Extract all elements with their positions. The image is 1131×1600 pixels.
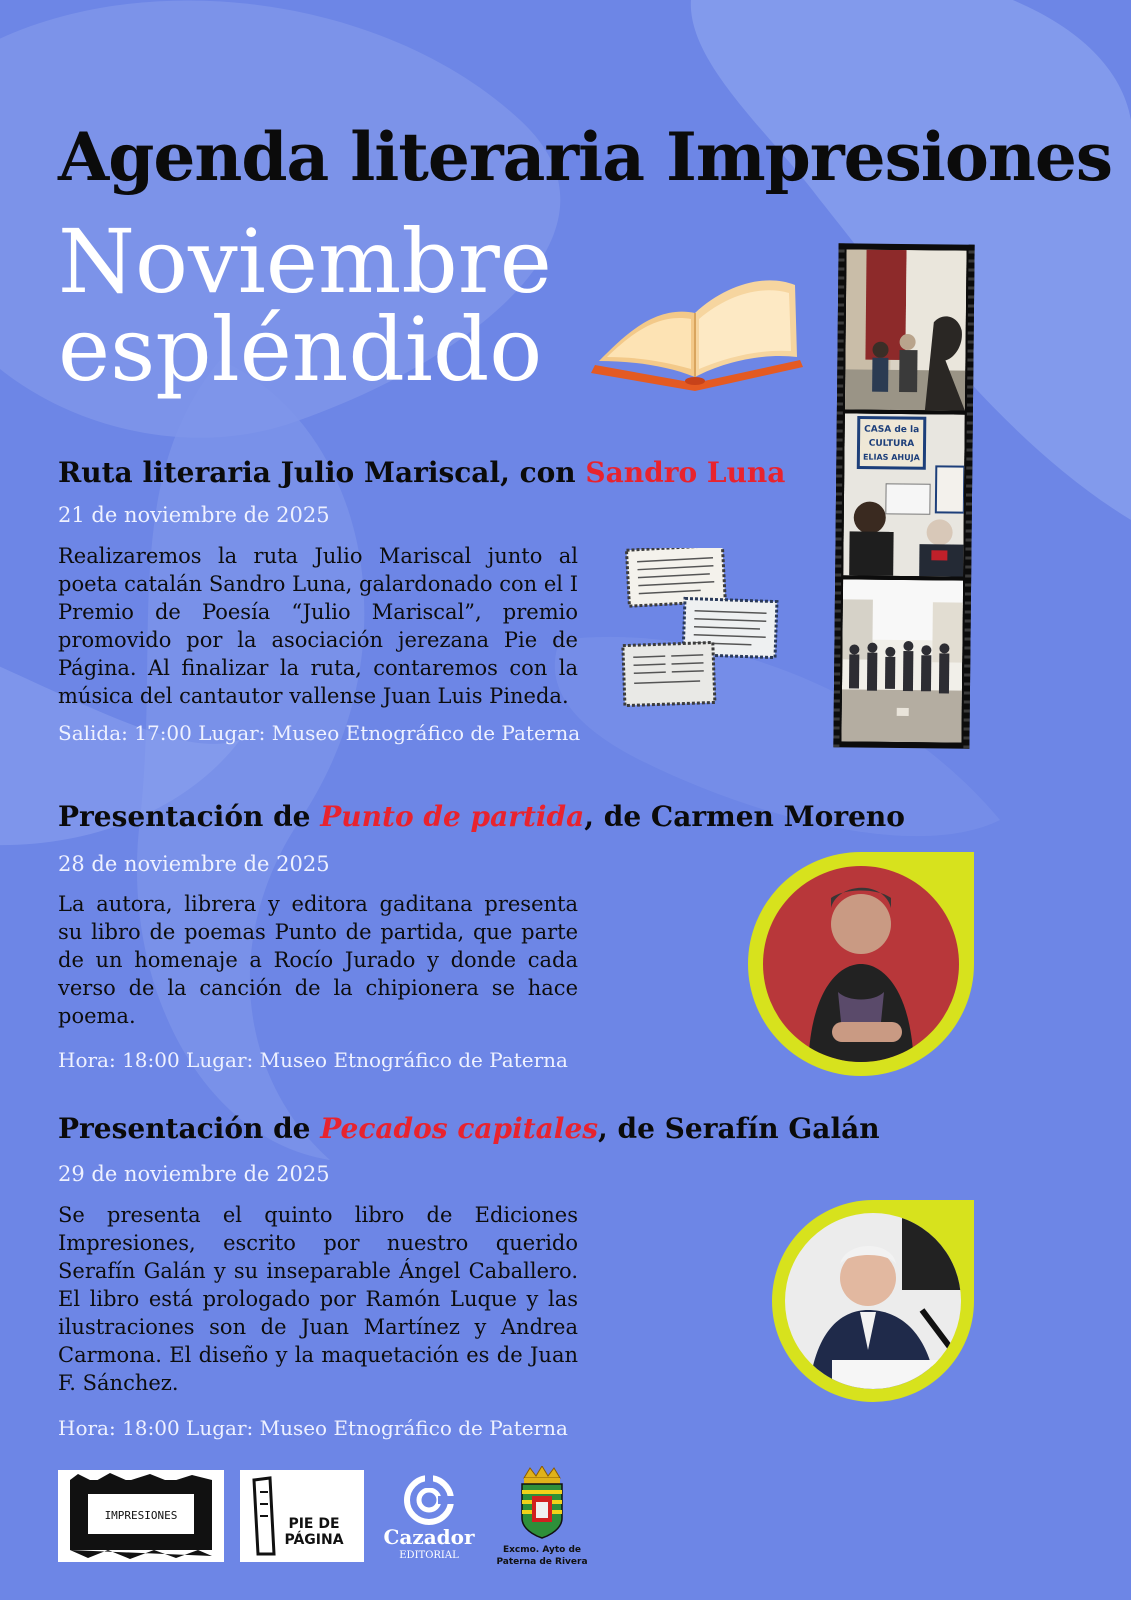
- sign-line-3: ELIAS AHUJA: [862, 452, 920, 463]
- impresiones-logo: [58, 1470, 224, 1562]
- event-3-title-highlight: Pecados capitales: [320, 1112, 599, 1145]
- ayuntamiento-logo: [488, 1466, 596, 1570]
- pie-line-1: PIE DE: [288, 1516, 340, 1532]
- event-1-title-prefix: Ruta literaria Julio Mariscal, con: [58, 456, 586, 489]
- cazador-sub: EDITORIAL: [399, 1550, 459, 1561]
- photo-group-walk: [841, 579, 963, 742]
- event-2-description: La autora, librera y editora gaditana presenta su libro de poemas Punto de partida, que parte de un homenaje a Rocío Jurado y donde cada verso de la canción de la chipionera se hace poema.: [58, 892, 578, 1028]
- photo-musicians-street: [845, 249, 967, 410]
- sign-line-2: CULTURA: [868, 438, 915, 450]
- portrait-carmen-moreno: [748, 852, 974, 1076]
- event-3-title-prefix: Presentación de: [58, 1112, 321, 1145]
- event-1-title: [58, 456, 785, 489]
- event-3-description: Se presenta el quinto libro de Ediciones Impresiones, escrito por nuestro querido Serafín Galán y su inseparable Ángel Caballero. El libro está prologado por Ramón Luque y las ilustraciones son de Juan Martínez y Andrea Carmona. El diseño y la maquetación es de Juan F. Sánchez.: [58, 1203, 578, 1395]
- subtitle-line-1: Noviembre: [58, 210, 552, 313]
- event-2-title-highlight: Punto de partida: [320, 800, 585, 833]
- page-title: Agenda literaria Impresiones: [58, 118, 1112, 196]
- pie-line-2: PÁGINA: [284, 1532, 344, 1548]
- event-2-title: [58, 800, 905, 833]
- poem-tiles-image: [620, 548, 780, 708]
- event-3-date: 29 de noviembre de 2025: [58, 1162, 330, 1186]
- ayto-line-2: Paterna de Rivera: [496, 1557, 588, 1567]
- cazador-name: Cazador: [383, 1525, 475, 1549]
- event-3-title: [58, 1112, 880, 1145]
- open-book-icon: [585, 265, 810, 395]
- event-1-date: 21 de noviembre de 2025: [58, 503, 330, 527]
- event-1-meta: Salida: 17:00 Lugar: Museo Etnográfico de Paterna: [58, 721, 581, 745]
- event-2-title-suffix: , de Carmen Moreno: [584, 800, 905, 833]
- event-3-title-suffix: , de Serafín Galán: [598, 1112, 880, 1145]
- cazador-editorial-logo: [376, 1474, 482, 1564]
- portrait-serafin-galan: [772, 1200, 974, 1402]
- event-1-description: Realizaremos la ruta Julio Mariscal junto al poeta catalán Sandro Luna, galardonado con el I Premio de Poesía “Julio Mariscal”, premio promovido por la asociación jerezana Pie de Página. Al finalizar la ruta, contaremos con la música del cantautor vallense Juan Luis Pineda.: [58, 544, 578, 708]
- pie-de-pagina-logo: [240, 1470, 364, 1562]
- event-2-meta: Hora: 18:00 Lugar: Museo Etnográfico de Paterna: [58, 1048, 568, 1072]
- event-2-title-prefix: Presentación de: [58, 800, 321, 833]
- photo-casa-cultura: [843, 413, 965, 576]
- page-subtitle: [58, 210, 552, 401]
- event-3-meta: Hora: 18:00 Lugar: Museo Etnográfico de Paterna: [58, 1416, 568, 1440]
- ayto-line-1: Excmo. Ayto de: [502, 1545, 582, 1555]
- event-2-date: 28 de noviembre de 2025: [58, 852, 330, 876]
- film-strip-photos: [833, 243, 974, 748]
- subtitle-line-2: espléndido: [58, 298, 543, 401]
- event-1-title-highlight: Sandro Luna: [585, 456, 786, 489]
- sign-line-1: CASA de la: [864, 424, 920, 436]
- impresiones-logo-text: IMPRESIONES: [104, 1509, 178, 1522]
